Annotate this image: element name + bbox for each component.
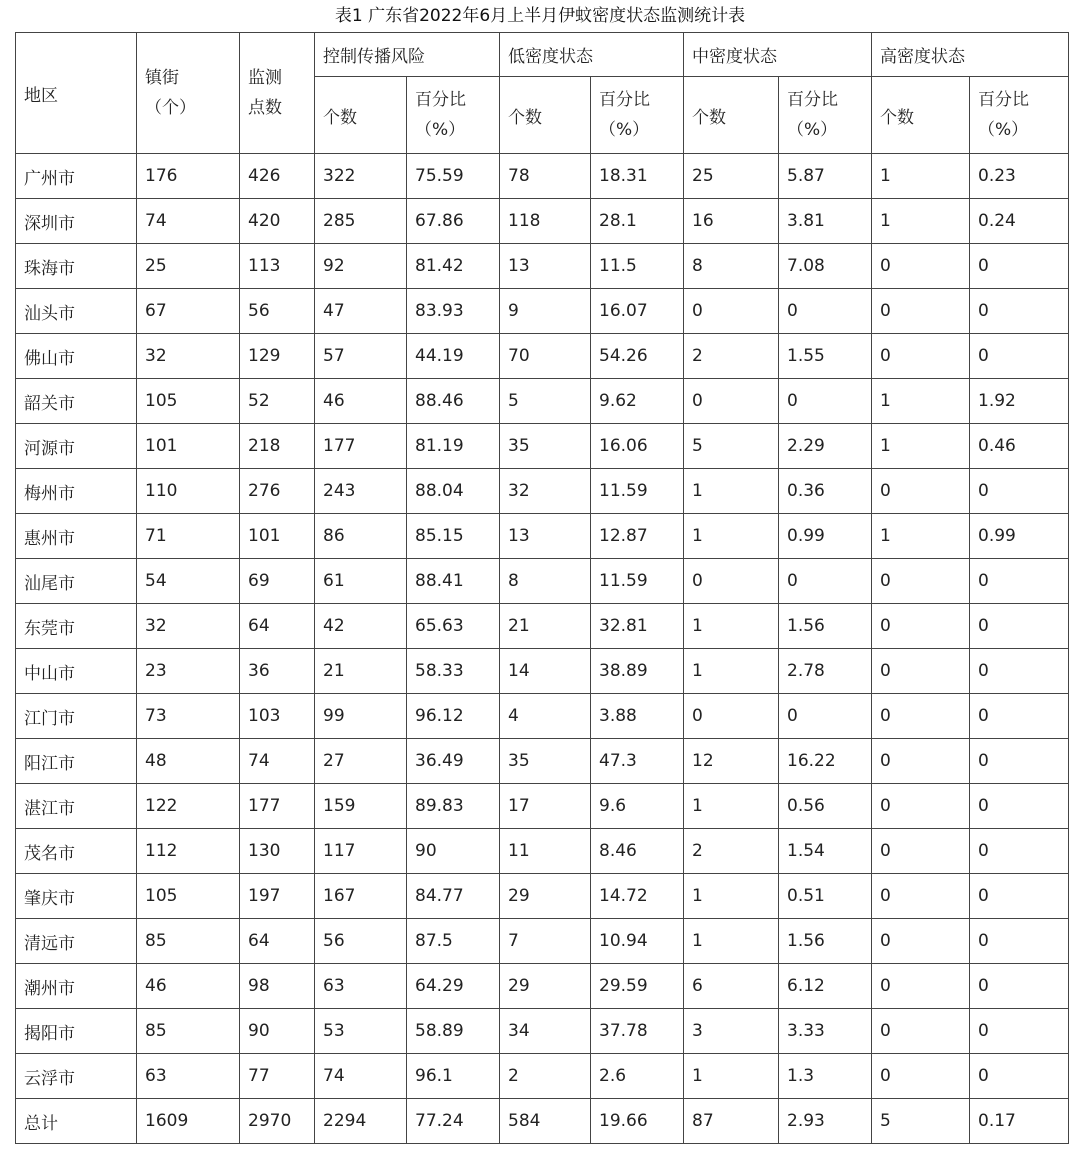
cell-high-count: 0 [872, 649, 970, 694]
cell-medium-percent: 0.99 [779, 514, 872, 559]
cell-low-count: 35 [500, 424, 591, 469]
cell-monitor-points: 276 [240, 469, 315, 514]
cell-low-percent: 2.6 [591, 1054, 684, 1099]
cell-control-percent: 36.49 [407, 739, 500, 784]
cell-medium-percent: 1.56 [779, 919, 872, 964]
cell-region: 云浮市 [16, 1054, 137, 1099]
cell-low-count: 4 [500, 694, 591, 739]
cell-low-count: 7 [500, 919, 591, 964]
cell-low-percent: 11.59 [591, 559, 684, 604]
cell-control-percent: 58.33 [407, 649, 500, 694]
cell-monitor-points: 420 [240, 199, 315, 244]
cell-medium-percent: 3.33 [779, 1009, 872, 1054]
cell-high-percent: 0 [970, 469, 1069, 514]
cell-high-percent: 0.17 [970, 1099, 1069, 1144]
cell-control-count: 285 [315, 199, 407, 244]
cell-medium-count: 1 [684, 874, 779, 919]
cell-towns: 25 [137, 244, 240, 289]
header-group-medium-density: 中密度状态 [684, 33, 872, 77]
cell-high-count: 1 [872, 514, 970, 559]
cell-monitor-points: 197 [240, 874, 315, 919]
cell-control-count: 46 [315, 379, 407, 424]
table-row [16, 919, 1069, 964]
cell-low-count: 584 [500, 1099, 591, 1144]
table-row [16, 514, 1069, 559]
table-row [16, 469, 1069, 514]
cell-control-percent: 96.12 [407, 694, 500, 739]
table-row [16, 1054, 1069, 1099]
cell-control-count: 57 [315, 334, 407, 379]
cell-monitor-points: 56 [240, 289, 315, 334]
table-row [16, 559, 1069, 604]
cell-control-percent: 96.1 [407, 1054, 500, 1099]
cell-high-percent: 0 [970, 1054, 1069, 1099]
cell-medium-count: 1 [684, 649, 779, 694]
cell-low-count: 11 [500, 829, 591, 874]
cell-towns: 122 [137, 784, 240, 829]
table-row [16, 694, 1069, 739]
cell-control-count: 42 [315, 604, 407, 649]
cell-low-count: 9 [500, 289, 591, 334]
cell-low-percent: 19.66 [591, 1099, 684, 1144]
cell-region: 阳江市 [16, 739, 137, 784]
cell-medium-count: 0 [684, 559, 779, 604]
cell-towns: 46 [137, 964, 240, 1009]
table-row [16, 739, 1069, 784]
cell-high-count: 0 [872, 919, 970, 964]
header-count: 个数 [500, 77, 591, 154]
cell-medium-percent: 0.56 [779, 784, 872, 829]
cell-towns: 48 [137, 739, 240, 784]
cell-towns: 73 [137, 694, 240, 739]
cell-control-count: 322 [315, 154, 407, 199]
cell-control-percent: 81.42 [407, 244, 500, 289]
cell-monitor-points: 64 [240, 604, 315, 649]
cell-control-count: 47 [315, 289, 407, 334]
cell-towns: 176 [137, 154, 240, 199]
cell-high-count: 0 [872, 784, 970, 829]
header-percent [779, 77, 872, 154]
cell-low-count: 34 [500, 1009, 591, 1054]
cell-monitor-points: 90 [240, 1009, 315, 1054]
cell-control-percent: 75.59 [407, 154, 500, 199]
cell-medium-percent: 1.3 [779, 1054, 872, 1099]
cell-high-count: 0 [872, 289, 970, 334]
header-percent-label: 百分比 [787, 90, 838, 110]
cell-control-count: 243 [315, 469, 407, 514]
table-row [16, 874, 1069, 919]
header-percent-unit: （%） [599, 120, 650, 140]
cell-medium-percent: 0 [779, 559, 872, 604]
cell-region: 总计 [16, 1099, 137, 1144]
cell-medium-percent: 0 [779, 694, 872, 739]
header-towns-unit: （个） [145, 98, 196, 118]
cell-medium-count: 16 [684, 199, 779, 244]
header-percent-unit: （%） [978, 120, 1029, 140]
cell-low-percent: 14.72 [591, 874, 684, 919]
cell-low-percent: 11.59 [591, 469, 684, 514]
cell-control-count: 27 [315, 739, 407, 784]
cell-high-count: 1 [872, 424, 970, 469]
cell-control-count: 61 [315, 559, 407, 604]
cell-monitor-points: 98 [240, 964, 315, 1009]
cell-medium-count: 1 [684, 469, 779, 514]
cell-region: 揭阳市 [16, 1009, 137, 1054]
header-percent [970, 77, 1069, 154]
cell-region: 湛江市 [16, 784, 137, 829]
cell-medium-count: 1 [684, 784, 779, 829]
cell-high-count: 5 [872, 1099, 970, 1144]
cell-high-percent: 0.99 [970, 514, 1069, 559]
cell-high-count: 0 [872, 1009, 970, 1054]
cell-monitor-points: 69 [240, 559, 315, 604]
cell-low-percent: 38.89 [591, 649, 684, 694]
cell-control-percent: 83.93 [407, 289, 500, 334]
cell-medium-percent: 2.78 [779, 649, 872, 694]
cell-high-count: 1 [872, 154, 970, 199]
cell-low-percent: 18.31 [591, 154, 684, 199]
cell-medium-percent: 5.87 [779, 154, 872, 199]
cell-control-count: 117 [315, 829, 407, 874]
table-row [16, 379, 1069, 424]
header-region: 地区 [16, 33, 137, 154]
cell-medium-count: 2 [684, 334, 779, 379]
cell-medium-percent: 1.55 [779, 334, 872, 379]
cell-medium-count: 0 [684, 694, 779, 739]
cell-high-percent: 0 [970, 604, 1069, 649]
table-row [16, 604, 1069, 649]
table-row [16, 154, 1069, 199]
cell-high-count: 0 [872, 334, 970, 379]
cell-low-percent: 28.1 [591, 199, 684, 244]
cell-control-count: 86 [315, 514, 407, 559]
cell-high-count: 0 [872, 604, 970, 649]
cell-low-percent: 32.81 [591, 604, 684, 649]
header-group-low-density: 低密度状态 [500, 33, 684, 77]
cell-towns: 85 [137, 1009, 240, 1054]
cell-medium-percent: 0.36 [779, 469, 872, 514]
table-row [16, 1009, 1069, 1054]
cell-control-count: 56 [315, 919, 407, 964]
cell-low-percent: 10.94 [591, 919, 684, 964]
cell-monitor-points: 52 [240, 379, 315, 424]
cell-high-percent: 0 [970, 784, 1069, 829]
cell-low-count: 2 [500, 1054, 591, 1099]
cell-towns: 105 [137, 874, 240, 919]
cell-medium-count: 25 [684, 154, 779, 199]
cell-low-percent: 47.3 [591, 739, 684, 784]
cell-high-count: 0 [872, 694, 970, 739]
cell-control-percent: 89.83 [407, 784, 500, 829]
cell-towns: 105 [137, 379, 240, 424]
cell-high-percent: 0 [970, 874, 1069, 919]
header-percent-unit: （%） [415, 120, 466, 140]
cell-medium-count: 1 [684, 1054, 779, 1099]
cell-control-count: 159 [315, 784, 407, 829]
cell-region: 佛山市 [16, 334, 137, 379]
cell-region: 汕头市 [16, 289, 137, 334]
table-row [16, 784, 1069, 829]
cell-medium-count: 1 [684, 514, 779, 559]
cell-medium-percent: 1.56 [779, 604, 872, 649]
cell-towns: 67 [137, 289, 240, 334]
cell-high-count: 0 [872, 964, 970, 1009]
cell-control-percent: 85.15 [407, 514, 500, 559]
cell-high-percent: 0 [970, 334, 1069, 379]
cell-high-percent: 0 [970, 739, 1069, 784]
cell-high-percent: 0 [970, 694, 1069, 739]
cell-region: 肇庆市 [16, 874, 137, 919]
cell-high-percent: 0 [970, 559, 1069, 604]
cell-high-count: 0 [872, 244, 970, 289]
cell-medium-percent: 2.29 [779, 424, 872, 469]
cell-control-percent: 88.46 [407, 379, 500, 424]
cell-low-count: 13 [500, 244, 591, 289]
cell-control-percent: 81.19 [407, 424, 500, 469]
cell-monitor-points: 77 [240, 1054, 315, 1099]
table-row [16, 334, 1069, 379]
cell-high-percent: 0 [970, 649, 1069, 694]
mosquito-density-table [15, 32, 1069, 1144]
cell-high-count: 0 [872, 829, 970, 874]
cell-control-percent: 44.19 [407, 334, 500, 379]
cell-towns: 23 [137, 649, 240, 694]
table-row [16, 829, 1069, 874]
cell-region: 清远市 [16, 919, 137, 964]
cell-region: 深圳市 [16, 199, 137, 244]
table-row-total [16, 1099, 1069, 1144]
cell-towns: 54 [137, 559, 240, 604]
header-towns-label: 镇街 [145, 68, 179, 88]
cell-region: 珠海市 [16, 244, 137, 289]
cell-high-percent: 1.92 [970, 379, 1069, 424]
cell-region: 广州市 [16, 154, 137, 199]
cell-medium-percent: 2.93 [779, 1099, 872, 1144]
header-count: 个数 [684, 77, 779, 154]
cell-control-count: 177 [315, 424, 407, 469]
cell-low-count: 118 [500, 199, 591, 244]
cell-medium-percent: 0 [779, 289, 872, 334]
header-group-control-risk: 控制传播风险 [315, 33, 500, 77]
cell-monitor-points: 103 [240, 694, 315, 739]
header-count: 个数 [872, 77, 970, 154]
table-row [16, 244, 1069, 289]
cell-high-percent: 0 [970, 1009, 1069, 1054]
cell-high-count: 0 [872, 559, 970, 604]
cell-region: 江门市 [16, 694, 137, 739]
cell-region: 茂名市 [16, 829, 137, 874]
cell-control-count: 167 [315, 874, 407, 919]
cell-low-percent: 12.87 [591, 514, 684, 559]
cell-low-percent: 29.59 [591, 964, 684, 1009]
cell-monitor-points: 101 [240, 514, 315, 559]
cell-medium-count: 2 [684, 829, 779, 874]
cell-high-count: 0 [872, 469, 970, 514]
cell-low-count: 21 [500, 604, 591, 649]
cell-medium-count: 12 [684, 739, 779, 784]
table-body [16, 154, 1069, 1144]
cell-region: 梅州市 [16, 469, 137, 514]
cell-medium-count: 87 [684, 1099, 779, 1144]
cell-low-count: 29 [500, 964, 591, 1009]
cell-high-count: 0 [872, 739, 970, 784]
cell-high-count: 1 [872, 379, 970, 424]
header-towns [137, 33, 240, 154]
cell-low-percent: 11.5 [591, 244, 684, 289]
cell-high-count: 1 [872, 199, 970, 244]
cell-control-count: 2294 [315, 1099, 407, 1144]
header-group-high-density: 高密度状态 [872, 33, 1069, 77]
cell-high-percent: 0.23 [970, 154, 1069, 199]
cell-low-count: 5 [500, 379, 591, 424]
cell-high-percent: 0 [970, 919, 1069, 964]
cell-control-percent: 88.41 [407, 559, 500, 604]
header-count: 个数 [315, 77, 407, 154]
cell-monitor-points: 36 [240, 649, 315, 694]
cell-medium-percent: 0.51 [779, 874, 872, 919]
cell-control-percent: 64.29 [407, 964, 500, 1009]
cell-low-percent: 16.06 [591, 424, 684, 469]
cell-monitor-points: 113 [240, 244, 315, 289]
cell-medium-count: 1 [684, 919, 779, 964]
cell-low-count: 32 [500, 469, 591, 514]
cell-monitor-points: 177 [240, 784, 315, 829]
cell-high-percent: 0 [970, 964, 1069, 1009]
cell-towns: 112 [137, 829, 240, 874]
cell-monitor-points: 130 [240, 829, 315, 874]
header-percent [407, 77, 500, 154]
cell-towns: 63 [137, 1054, 240, 1099]
cell-control-count: 92 [315, 244, 407, 289]
cell-towns: 74 [137, 199, 240, 244]
cell-control-count: 53 [315, 1009, 407, 1054]
cell-control-percent: 84.77 [407, 874, 500, 919]
cell-low-count: 78 [500, 154, 591, 199]
header-percent-label: 百分比 [415, 90, 466, 110]
cell-high-percent: 0 [970, 829, 1069, 874]
header-points-line1: 监测 [248, 68, 282, 88]
header-percent [591, 77, 684, 154]
cell-medium-percent: 3.81 [779, 199, 872, 244]
cell-low-count: 8 [500, 559, 591, 604]
cell-control-count: 99 [315, 694, 407, 739]
cell-region: 河源市 [16, 424, 137, 469]
cell-high-percent: 0 [970, 244, 1069, 289]
cell-control-percent: 65.63 [407, 604, 500, 649]
cell-medium-percent: 7.08 [779, 244, 872, 289]
cell-medium-count: 3 [684, 1009, 779, 1054]
cell-region: 汕尾市 [16, 559, 137, 604]
cell-region: 惠州市 [16, 514, 137, 559]
cell-monitor-points: 129 [240, 334, 315, 379]
cell-medium-count: 6 [684, 964, 779, 1009]
cell-control-count: 74 [315, 1054, 407, 1099]
cell-low-count: 70 [500, 334, 591, 379]
table-row [16, 289, 1069, 334]
cell-region: 韶关市 [16, 379, 137, 424]
cell-low-percent: 9.6 [591, 784, 684, 829]
cell-low-percent: 37.78 [591, 1009, 684, 1054]
cell-low-percent: 9.62 [591, 379, 684, 424]
header-percent-label: 百分比 [978, 90, 1029, 110]
header-percent-unit: （%） [787, 120, 838, 140]
cell-towns: 101 [137, 424, 240, 469]
cell-towns: 110 [137, 469, 240, 514]
header-monitor-points [240, 33, 315, 154]
cell-medium-count: 0 [684, 289, 779, 334]
cell-control-percent: 90 [407, 829, 500, 874]
cell-high-percent: 0.24 [970, 199, 1069, 244]
cell-towns: 85 [137, 919, 240, 964]
cell-low-percent: 8.46 [591, 829, 684, 874]
table-title: 表1 广东省2022年6月上半月伊蚊密度状态监测统计表 [334, 6, 746, 26]
cell-high-percent: 0.46 [970, 424, 1069, 469]
cell-control-percent: 67.86 [407, 199, 500, 244]
cell-towns: 32 [137, 604, 240, 649]
cell-medium-count: 1 [684, 604, 779, 649]
cell-high-count: 0 [872, 874, 970, 919]
cell-control-percent: 88.04 [407, 469, 500, 514]
cell-medium-percent: 0 [779, 379, 872, 424]
cell-low-count: 29 [500, 874, 591, 919]
cell-towns: 71 [137, 514, 240, 559]
cell-medium-percent: 16.22 [779, 739, 872, 784]
cell-region: 中山市 [16, 649, 137, 694]
cell-medium-percent: 6.12 [779, 964, 872, 1009]
cell-monitor-points: 64 [240, 919, 315, 964]
cell-high-percent: 0 [970, 289, 1069, 334]
header-percent-label: 百分比 [599, 90, 650, 110]
cell-low-count: 17 [500, 784, 591, 829]
header-points-line2: 点数 [248, 98, 282, 118]
cell-control-percent: 87.5 [407, 919, 500, 964]
cell-low-count: 13 [500, 514, 591, 559]
cell-medium-percent: 1.54 [779, 829, 872, 874]
cell-monitor-points: 218 [240, 424, 315, 469]
table-row [16, 424, 1069, 469]
table-row [16, 964, 1069, 1009]
cell-towns: 1609 [137, 1099, 240, 1144]
cell-towns: 32 [137, 334, 240, 379]
header-row-groups [16, 33, 1069, 77]
cell-low-percent: 54.26 [591, 334, 684, 379]
cell-region: 潮州市 [16, 964, 137, 1009]
cell-control-percent: 77.24 [407, 1099, 500, 1144]
cell-control-count: 21 [315, 649, 407, 694]
cell-monitor-points: 2970 [240, 1099, 315, 1144]
cell-monitor-points: 426 [240, 154, 315, 199]
table-row [16, 199, 1069, 244]
cell-low-count: 14 [500, 649, 591, 694]
cell-low-percent: 3.88 [591, 694, 684, 739]
cell-medium-count: 0 [684, 379, 779, 424]
cell-medium-count: 8 [684, 244, 779, 289]
cell-control-percent: 58.89 [407, 1009, 500, 1054]
cell-high-count: 0 [872, 1054, 970, 1099]
cell-low-count: 35 [500, 739, 591, 784]
cell-control-count: 63 [315, 964, 407, 1009]
cell-medium-count: 5 [684, 424, 779, 469]
cell-region: 东莞市 [16, 604, 137, 649]
cell-low-percent: 16.07 [591, 289, 684, 334]
cell-monitor-points: 74 [240, 739, 315, 784]
table-row [16, 649, 1069, 694]
